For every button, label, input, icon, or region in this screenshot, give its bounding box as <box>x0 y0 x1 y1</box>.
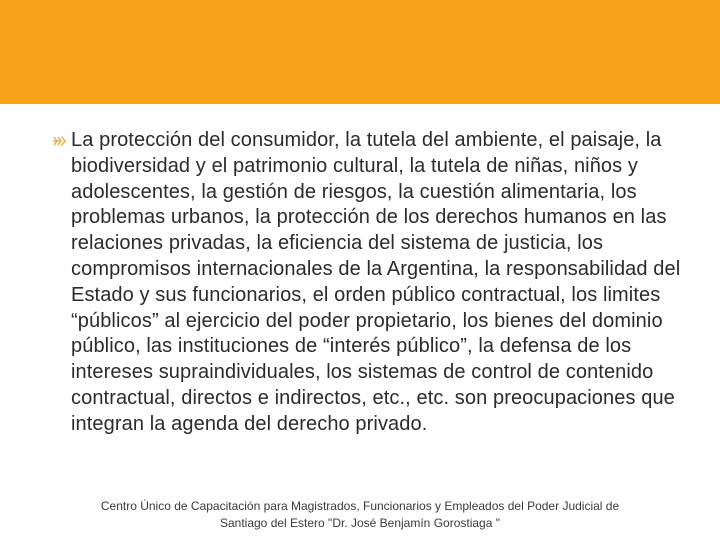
title-band <box>0 0 720 104</box>
footer <box>48 498 672 532</box>
arrow-bullet-icon <box>52 134 66 146</box>
footer-line-2: Santiago del Estero "Dr. José Benjamín Gorostiaga " <box>219 516 500 530</box>
footer-line-1: Centro Único de Capacitación para Magistrados, Funcionarios y Empleados del Poder Judicial de <box>100 499 620 513</box>
bullet-paragraph: La protección del consumidor, la tutela del ambiente, el paisaje, la biodiversidad y el patrimonio cultural, la tutela de niñas, niños y adolescentes, la gestión de riesgos, la cuestión alimentaria, los problemas urbanos, la protección de los derechos humanos en las relaciones privadas, la eficiencia del sistema de justicia, los compromisos internacionales de la Argentina, la responsabilidad del Estado y sus funcionarios, el orden público contractual, los limites “públicos” al ejercicio del poder propietario, los bienes del dominio público, las instituciones de “interés público”, la defensa de los intereses supraindividuales, los sistemas de control de contenido contractual, directos e indirectos, etc., etc. son preocupaciones que integran la agenda del derecho privado. <box>71 129 681 435</box>
